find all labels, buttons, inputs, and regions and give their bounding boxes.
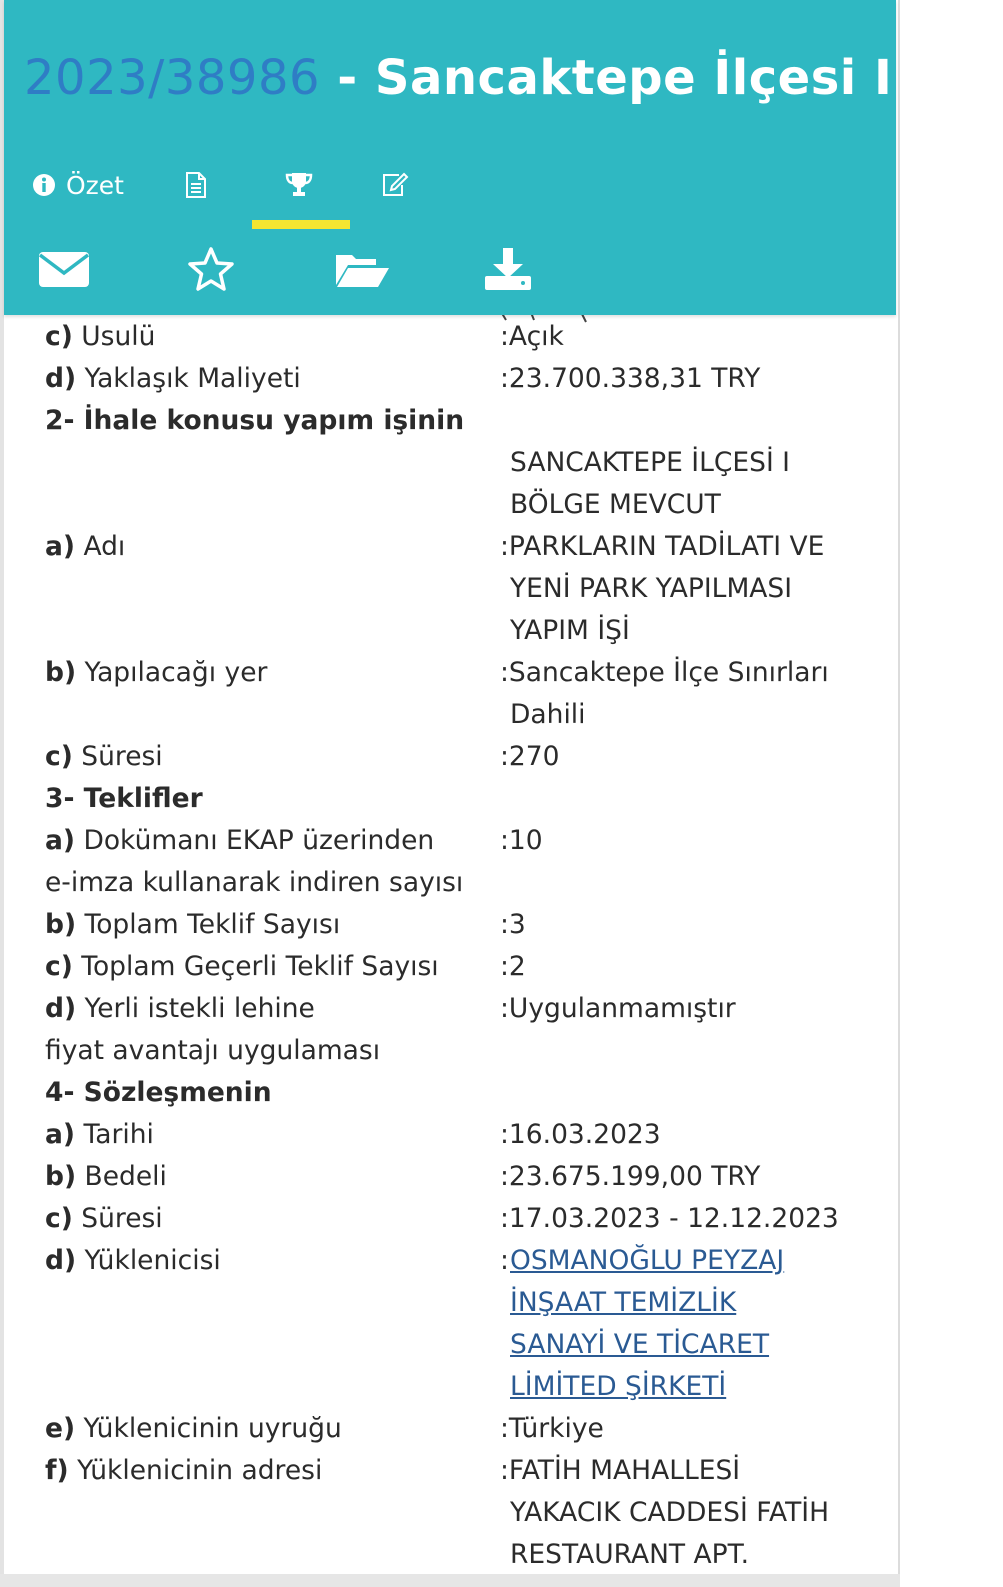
row-label: Yerli istekli lehine: [84, 993, 315, 1024]
contractor-link[interactable]: SANAYİ VE TİCARET: [510, 1329, 770, 1360]
row-letter: a): [45, 531, 75, 562]
download-button[interactable]: [483, 246, 533, 296]
folder-button[interactable]: [334, 246, 390, 296]
favorite-button[interactable]: [187, 246, 235, 296]
value-line: YAKACIK CADDESİ FATİH: [510, 1497, 830, 1528]
value-line: YENİ PARK YAPILMASI: [510, 573, 793, 604]
value-line: SANCAKTEPE İLÇESİ I: [510, 447, 790, 478]
value-line: RESTAURANT APT.: [510, 1539, 750, 1570]
tab-edit[interactable]: [381, 165, 409, 205]
contractor-link[interactable]: OSMANOĞLU PEYZAJ: [510, 1245, 785, 1276]
envelope-icon: [38, 249, 90, 293]
row-label: Toplam Geçerli Teklif Sayısı: [81, 951, 439, 982]
row-label-continued: fiyat avantajı uygulaması: [45, 1035, 381, 1066]
row-value: :270: [500, 741, 560, 772]
tab-label: Özet: [66, 170, 124, 200]
contractor-link[interactable]: İNŞAAT TEMİZLİK: [510, 1287, 737, 1318]
row-value: :3: [500, 909, 526, 940]
trophy-icon: [284, 171, 314, 199]
email-button[interactable]: [38, 246, 90, 296]
row-letter: d): [45, 993, 77, 1024]
row-label: Tarihi: [83, 1119, 154, 1150]
row-label: Dokümanı EKAP üzerinden: [83, 825, 435, 856]
row-letter: a): [45, 1119, 75, 1150]
row-label: Yüklenicinin uyruğu: [83, 1413, 342, 1444]
row-label: Toplam Teklif Sayısı: [84, 909, 341, 940]
active-tab-indicator: [252, 220, 350, 229]
row-value: :Açık: [500, 321, 564, 352]
edit-icon: [381, 172, 409, 198]
app-header: [4, 0, 1003, 315]
section-heading: 4- Sözleşmenin: [45, 1077, 272, 1108]
row-letter: c): [45, 741, 73, 772]
row-label: Bedeli: [84, 1161, 167, 1192]
tab-document[interactable]: [184, 165, 208, 205]
value-line: BÖLGE MEVCUT: [510, 489, 721, 520]
row-value: :17.03.2023 - 12.12.2023: [500, 1203, 839, 1234]
section-heading: 3- Teklifler: [45, 783, 203, 814]
row-value: :16.03.2023: [500, 1119, 661, 1150]
row-value: :Uygulanmamıştır: [500, 993, 736, 1024]
row-letter: d): [45, 363, 77, 394]
star-icon: [187, 246, 235, 296]
row-value: :10: [500, 825, 543, 856]
row-letter: b): [45, 909, 77, 940]
row-letter: a): [45, 825, 75, 856]
row-letter: d): [45, 1245, 77, 1276]
row-label: Adı: [83, 531, 126, 562]
row-letter: c): [45, 951, 73, 982]
tab-results[interactable]: [284, 165, 314, 205]
info-icon: [32, 173, 56, 197]
bottom-scroll-edge: [0, 1574, 900, 1587]
value-line: :Sancaktepe İlçe Sınırları: [500, 657, 829, 688]
row-label: Süresi: [81, 741, 163, 772]
row-label-continued: e-imza kullanarak indiren sayısı: [45, 867, 464, 898]
row-label: Usulü: [81, 321, 156, 352]
value-line: :FATİH MAHALLESİ: [500, 1455, 741, 1486]
tender-detail-content: [0, 315, 900, 1587]
row-value: :Türkiye: [500, 1413, 604, 1444]
download-icon: [483, 246, 533, 296]
row-value: :23.700.338,31 TRY: [500, 363, 761, 394]
row-value-prefix: :: [500, 1245, 509, 1276]
row-letter: c): [45, 321, 73, 352]
row-label: Yapılacağı yer: [84, 657, 268, 688]
row-letter: f): [45, 1455, 69, 1486]
tab-ozet[interactable]: [32, 165, 124, 205]
row-letter: c): [45, 1203, 73, 1234]
contractor-link[interactable]: LİMİTED ŞİRKETİ: [510, 1371, 727, 1402]
document-icon: [184, 171, 208, 199]
row-value: :23.675.199,00 TRY: [500, 1161, 761, 1192]
row-letter: e): [45, 1413, 76, 1444]
value-line: YAPIM İŞİ: [510, 615, 630, 646]
row-label: Yüklenicisi: [84, 1245, 221, 1276]
row-letter: b): [45, 657, 77, 688]
row-letter: b): [45, 1161, 77, 1192]
tender-number: 2023/38986: [24, 50, 321, 106]
row-value: :2: [500, 951, 526, 982]
section-heading: 2- İhale konusu yapım işinin: [45, 405, 465, 436]
value-line: Dahili: [510, 699, 586, 730]
value-line: :PARKLARIN TADİLATI VE: [500, 531, 825, 562]
tender-title: - Sancaktepe İlçesi I B...: [320, 50, 1003, 106]
row-label: Yüklenicinin adresi: [77, 1455, 323, 1486]
row-label: Yaklaşık Maliyeti: [84, 363, 301, 394]
page-title: [24, 50, 1003, 106]
row-label: Süresi: [81, 1203, 163, 1234]
folder-open-icon: [334, 249, 390, 293]
